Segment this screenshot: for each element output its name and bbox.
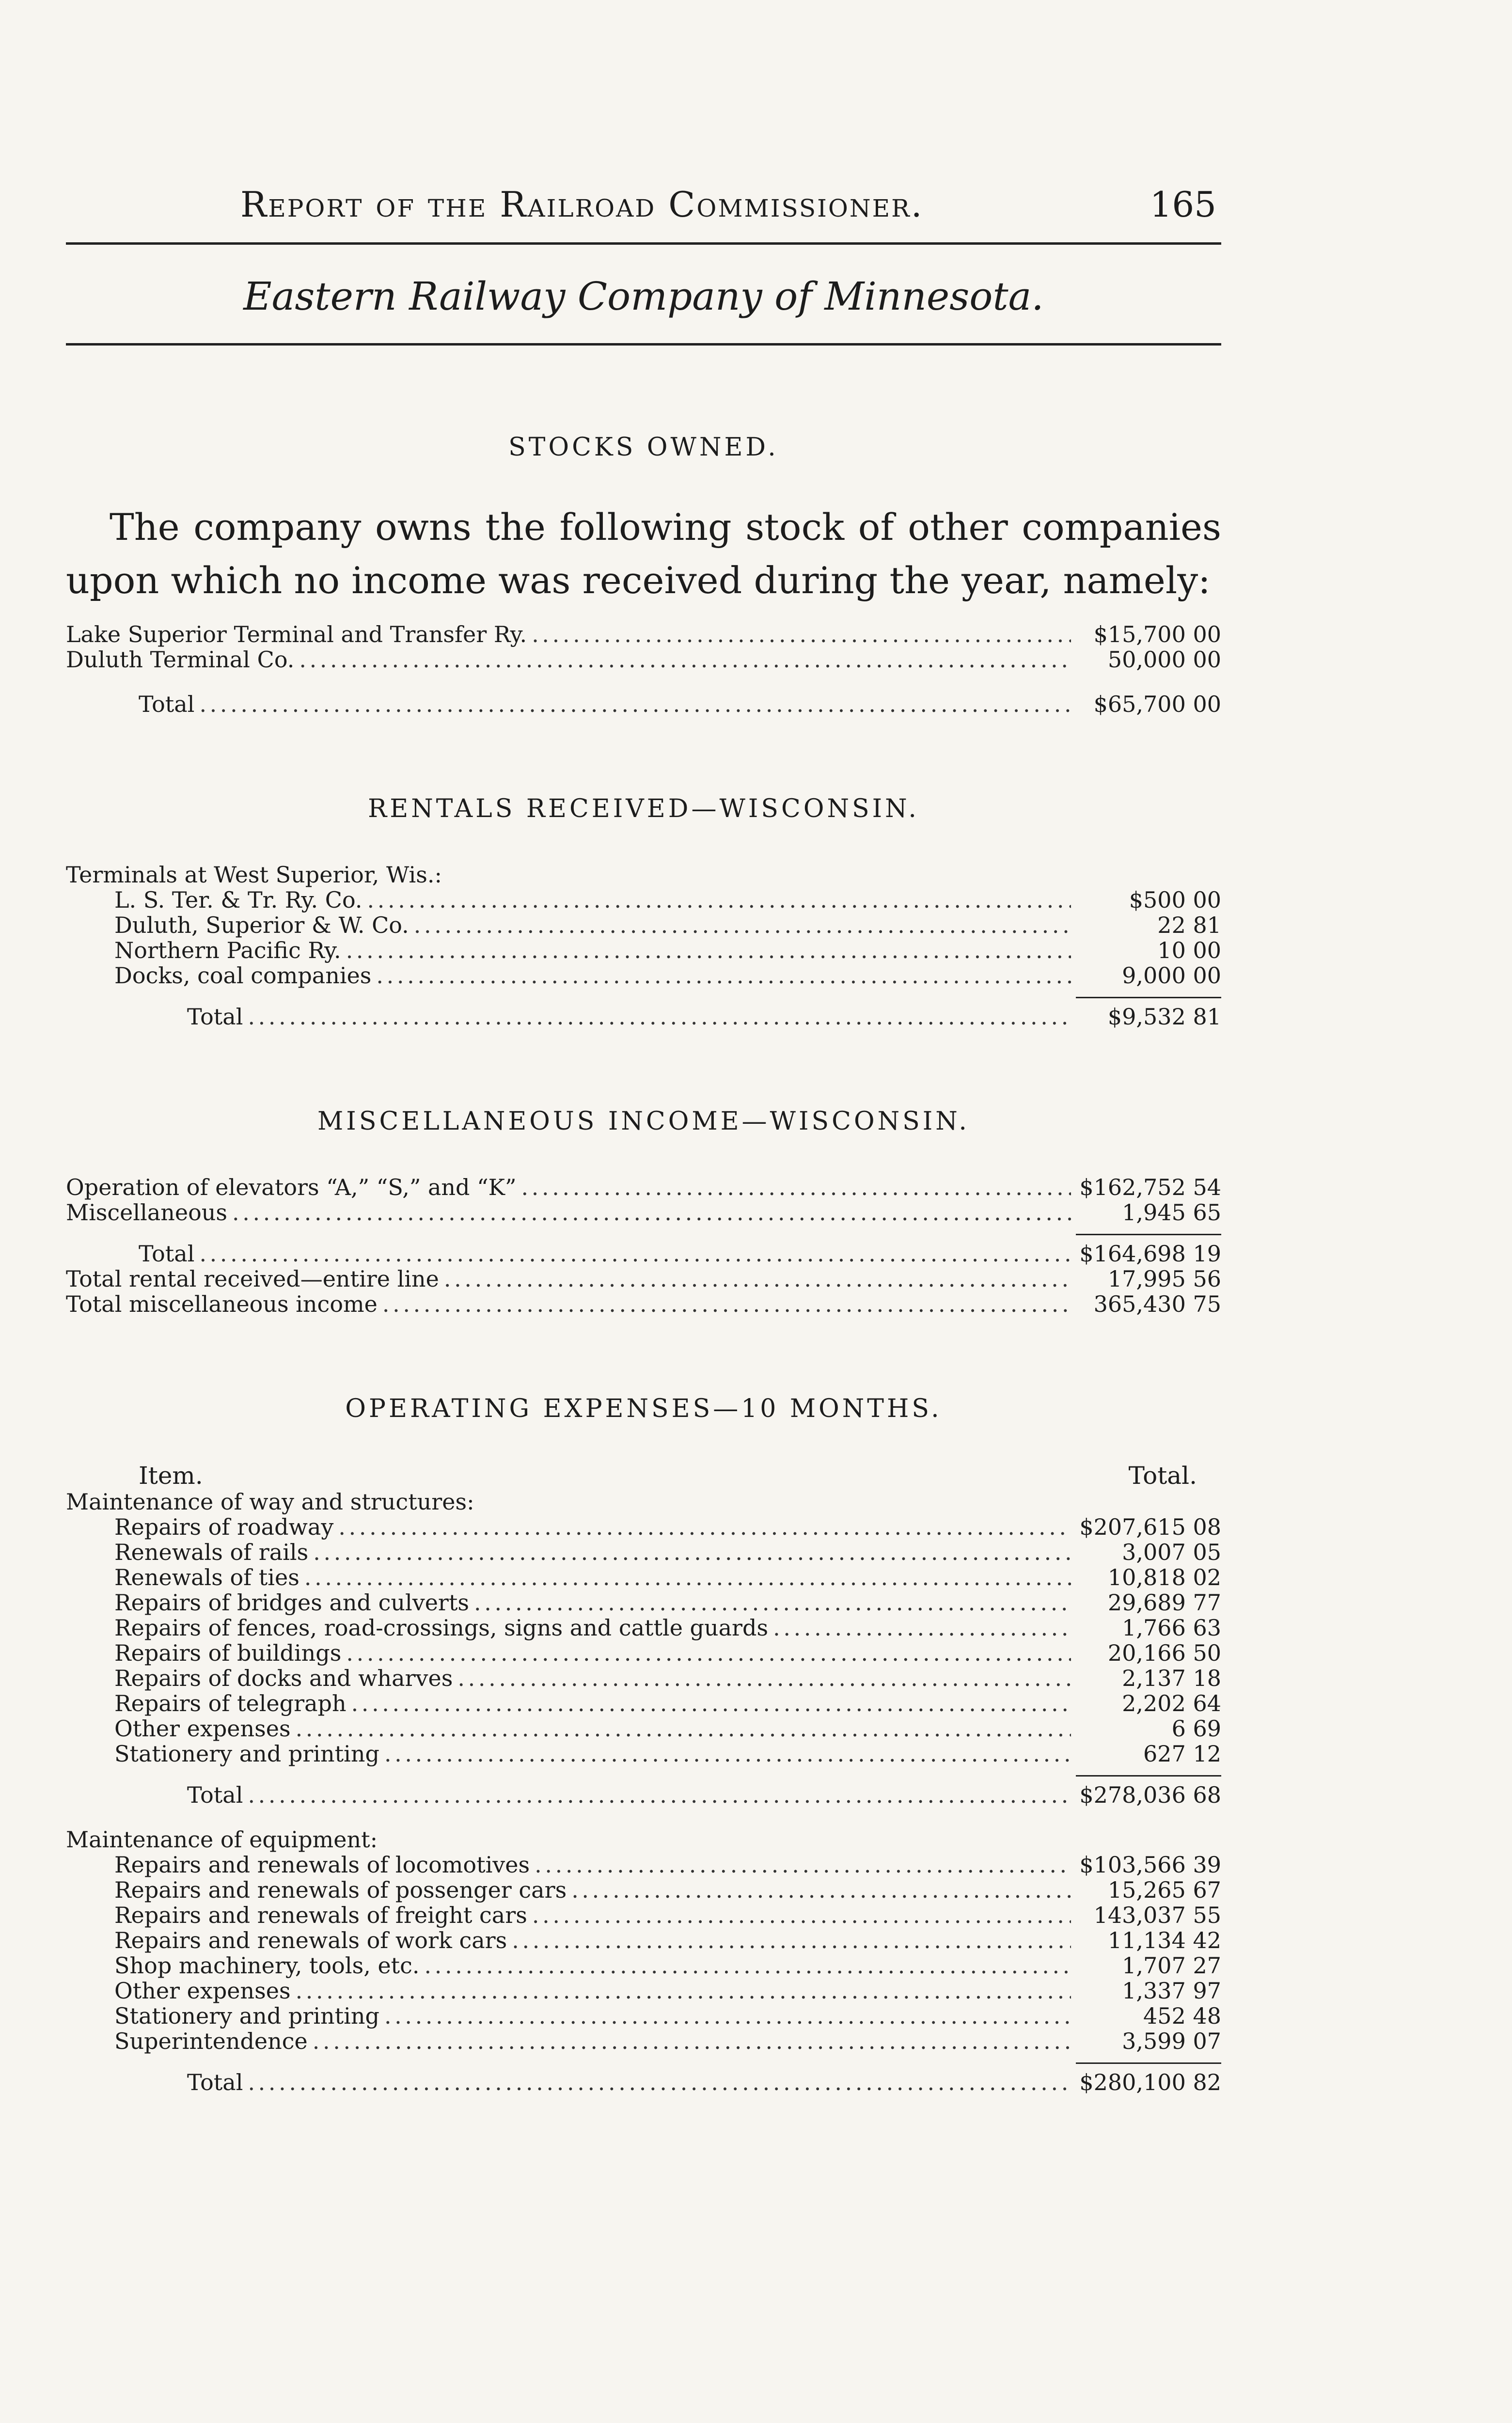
row-amount: 627 12 (1143, 1741, 1221, 1767)
row-amount: 365,430 75 (1093, 1291, 1221, 1317)
stocks-intro-rest: upon which no income was received during the year, namely: (66, 559, 1211, 602)
row-amount: 2,137 18 (1122, 1665, 1221, 1691)
leader-dots (773, 1615, 1071, 1640)
total-amount: $278,036 68 (1079, 1782, 1221, 1808)
page-number: 165 (1150, 184, 1216, 225)
row-label: Miscellaneous (66, 1199, 228, 1226)
total-label: Total (187, 1004, 243, 1030)
total-amount: $65,700 00 (1093, 691, 1221, 717)
leader-dots (248, 2070, 1071, 2095)
table-row (66, 1200, 1221, 1225)
group-heading (66, 1827, 1221, 1852)
row-label: Repairs of docks and wharves (114, 1665, 453, 1691)
row-label: Northern Pacific Ry. (114, 937, 341, 963)
table-row (66, 1716, 1221, 1741)
table-row (66, 938, 1221, 963)
total-label: Total (187, 2069, 243, 2095)
row-amount: $162,752 54 (1079, 1174, 1221, 1200)
table-row (66, 647, 1221, 672)
row-label: Shop machinery, tools, etc. (114, 1952, 420, 1979)
row-label: Repairs of fences, road-crossings, signs and cattle guards (114, 1615, 769, 1641)
column-headers (66, 1462, 1221, 1489)
row-label: Renewals of rails (114, 1539, 309, 1565)
table-row (66, 1978, 1221, 2003)
table-row (66, 1291, 1221, 1317)
table-row (66, 2003, 1221, 2029)
row-amount: 15,265 67 (1107, 1877, 1221, 1903)
table-row (66, 1928, 1221, 1953)
operating-table (66, 1489, 1221, 2095)
row-amount: 3,007 05 (1122, 1539, 1221, 1565)
row-label: Operation of elevators “A,” “S,” and “K” (66, 1174, 517, 1200)
table-row (66, 1741, 1221, 1766)
row-label: Other expenses (114, 1978, 291, 2004)
total-row (66, 692, 1221, 717)
row-amount: $500 00 (1129, 887, 1221, 913)
row-amount: 3,599 07 (1122, 2028, 1221, 2054)
row-label: Repairs and renewals of work cars (114, 1927, 507, 1953)
leader-dots (248, 1004, 1071, 1029)
row-amount: 1,707 27 (1122, 1952, 1221, 1979)
total-amount: $9,532 81 (1107, 1004, 1221, 1030)
table-row (66, 1852, 1221, 1877)
total-label: Total (139, 691, 195, 717)
leader-dots (457, 1666, 1071, 1691)
row-amount: 50,000 00 (1107, 646, 1221, 673)
total-row (66, 1004, 1221, 1029)
leader-dots (384, 1741, 1071, 1766)
sum-rule (66, 988, 1221, 1004)
table-row (66, 2029, 1221, 2054)
row-amount: 17,995 56 (1107, 1266, 1221, 1292)
rentals-title: RENTALS RECEIVED—WISCONSIN. (368, 794, 919, 823)
row-label: L. S. Ter. & Tr. Ry. Co. (114, 887, 362, 913)
leader-dots (532, 1903, 1071, 1928)
row-label: Repairs of roadway (114, 1514, 334, 1540)
row-amount: 6 69 (1171, 1715, 1221, 1742)
col-total-header: Total. (1128, 1462, 1197, 1490)
col-item-header: Item. (139, 1462, 203, 1490)
leader-dots (414, 913, 1071, 938)
row-label: Duluth Terminal Co. (66, 646, 295, 673)
row-amount: 1,945 65 (1122, 1199, 1221, 1226)
total-amount: $164,698 19 (1079, 1241, 1221, 1267)
total-label: Total (139, 1241, 195, 1267)
row-amount: 2,202 64 (1122, 1690, 1221, 1716)
stocks-intro-lead: The company owns the following stock of other companies (110, 505, 1221, 549)
total-row (66, 2070, 1221, 2095)
table-row (66, 1514, 1221, 1540)
row-amount: 20,166 50 (1107, 1640, 1221, 1666)
subtitle-rule (66, 343, 1221, 346)
leader-dots (199, 1241, 1071, 1266)
total-amount: $280,100 82 (1079, 2069, 1221, 2095)
row-amount: 11,134 42 (1107, 1927, 1221, 1953)
row-amount: 1,337 97 (1122, 1978, 1221, 2004)
leader-dots (232, 1200, 1071, 1225)
row-amount: 10 00 (1157, 937, 1221, 963)
leader-dots (367, 887, 1071, 913)
group-heading (66, 1489, 1221, 1514)
table-row (66, 963, 1221, 988)
table-row (66, 1565, 1221, 1590)
table-row (66, 1640, 1221, 1666)
row-amount: $15,700 00 (1093, 621, 1221, 647)
leader-dots (313, 1540, 1071, 1565)
running-title: Report of the Railroad Commissioner. (240, 184, 924, 225)
leader-dots (376, 963, 1071, 988)
table-row (66, 913, 1221, 938)
rentals-table (66, 862, 1221, 1029)
table-row (66, 1953, 1221, 1978)
row-amount: 452 48 (1143, 2003, 1221, 2029)
group-label: Maintenance of equipment: (66, 1826, 378, 1853)
stocks-table (66, 622, 1221, 717)
total-row (66, 1782, 1221, 1808)
row-label: Total rental received—entire line (66, 1266, 439, 1292)
row-label: Repairs of bridges and culverts (114, 1589, 470, 1616)
leader-dots (571, 1877, 1071, 1903)
leader-dots (382, 1291, 1071, 1317)
table-row (66, 1877, 1221, 1903)
operating-title: OPERATING EXPENSES—10 MONTHS. (345, 1394, 942, 1423)
row-label: Stationery and printing (114, 2003, 379, 2029)
leader-dots (425, 1953, 1071, 1978)
row-label: Docks, coal companies (114, 962, 372, 989)
row-label: Repairs and renewals of possenger cars (114, 1877, 567, 1903)
row-label: Renewals of ties (114, 1564, 299, 1590)
table-row (66, 1590, 1221, 1615)
leader-dots (199, 692, 1071, 717)
row-amount: $207,615 08 (1079, 1514, 1221, 1540)
leader-dots (535, 1852, 1071, 1877)
sum-rule (66, 1225, 1221, 1241)
row-amount: 29,689 77 (1107, 1589, 1221, 1616)
leader-dots (346, 1640, 1071, 1666)
leader-dots (346, 938, 1071, 963)
page-header (66, 184, 1221, 225)
row-label: Repairs of telegraph (114, 1690, 346, 1716)
misc-table (66, 1175, 1221, 1317)
table-row (66, 1175, 1221, 1200)
row-label: Repairs and renewals of locomotives (114, 1852, 530, 1878)
document-page (66, 184, 1221, 2095)
table-row (66, 1666, 1221, 1691)
leader-dots (299, 647, 1071, 672)
leader-dots (248, 1782, 1071, 1808)
leader-dots (512, 1928, 1071, 1953)
leader-dots (351, 1691, 1071, 1716)
table-row (66, 1903, 1221, 1928)
stocks-intro (66, 501, 1221, 607)
table-row (66, 1266, 1221, 1291)
row-amount: 22 81 (1157, 912, 1221, 938)
leader-dots (296, 1978, 1071, 2003)
table-row (66, 1540, 1221, 1565)
row-amount: 143,037 55 (1093, 1902, 1221, 1928)
row-amount: 10,818 02 (1107, 1564, 1221, 1590)
table-row (66, 887, 1221, 913)
leader-dots (338, 1514, 1071, 1540)
group-heading (66, 862, 1221, 887)
row-label: Lake Superior Terminal and Transfer Ry. (66, 621, 527, 647)
row-label: Other expenses (114, 1715, 291, 1742)
row-label: Stationery and printing (114, 1741, 379, 1767)
row-amount: 9,000 00 (1122, 962, 1221, 989)
misc-title: MISCELLANEOUS INCOME—WISCONSIN. (317, 1107, 970, 1136)
table-row (66, 1615, 1221, 1640)
leader-dots (521, 1175, 1071, 1200)
leader-dots (532, 622, 1071, 647)
total-row (66, 1241, 1221, 1266)
sum-rule (66, 2054, 1221, 2070)
group-label: Maintenance of way and structures: (66, 1489, 474, 1515)
row-label: Total miscellaneous income (66, 1291, 378, 1317)
company-title: Eastern Railway Company of Minnesota. (243, 274, 1044, 319)
table-row (66, 1691, 1221, 1716)
sum-rule (66, 1766, 1221, 1782)
group-label: Terminals at West Superior, Wis.: (66, 862, 442, 888)
row-label: Repairs and renewals of freight cars (114, 1902, 527, 1928)
row-label: Superintendence (114, 2028, 308, 2054)
row-amount: 1,766 63 (1122, 1615, 1221, 1641)
leader-dots (304, 1565, 1071, 1590)
table-row (66, 622, 1221, 647)
leader-dots (444, 1266, 1071, 1291)
leader-dots (384, 2003, 1071, 2029)
leader-dots (313, 2029, 1071, 2054)
leader-dots (474, 1590, 1071, 1615)
leader-dots (296, 1716, 1071, 1741)
row-label: Repairs of buildings (114, 1640, 342, 1666)
row-label: Duluth, Superior & W. Co. (114, 912, 409, 938)
header-rule (66, 242, 1221, 245)
stocks-title: STOCKS OWNED. (508, 433, 779, 462)
row-amount: $103,566 39 (1079, 1852, 1221, 1878)
total-label: Total (187, 1782, 243, 1808)
